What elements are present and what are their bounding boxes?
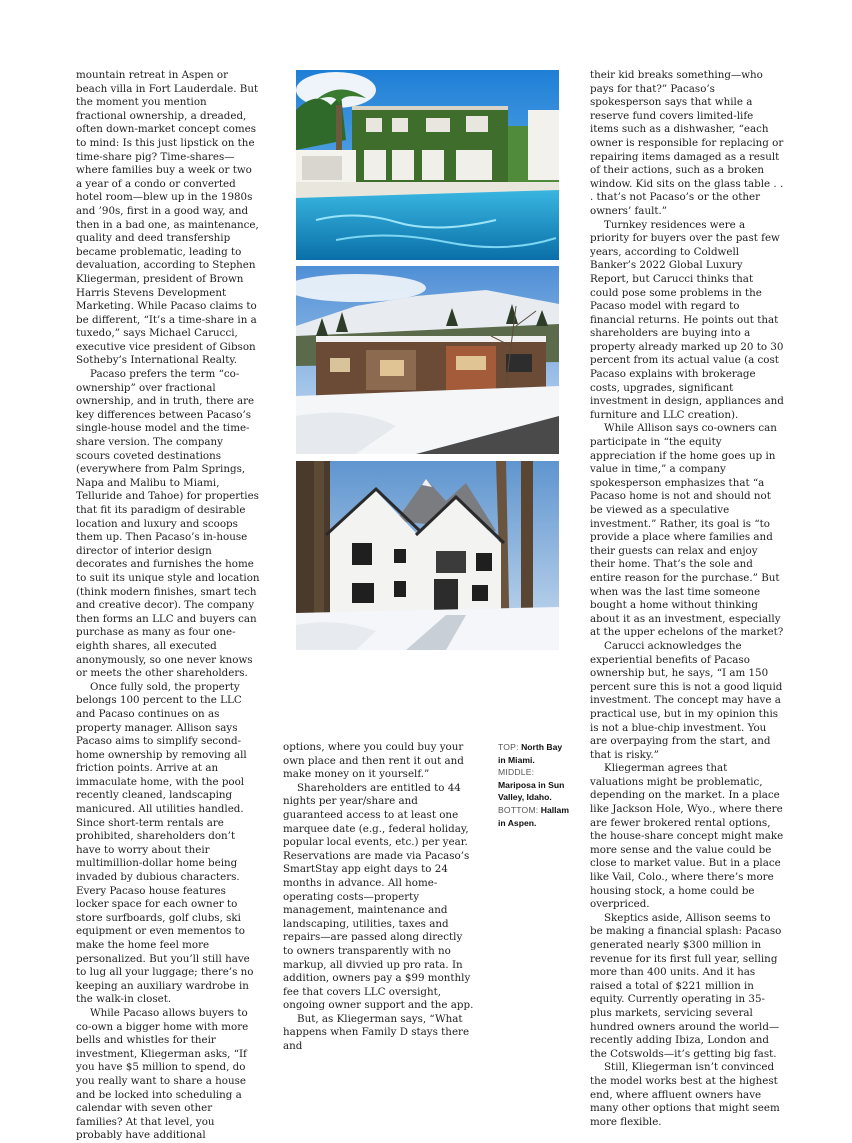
- article-column-1: [76, 69, 260, 1143]
- paragraph: Kliegerman agrees that valuations might be problematic, depending on the market. In a place like Jackson Hole, Wyo., where there are fewer brokered rental options, the house-share concept might make more sense and the value could be close to market value. But in a place like Vail, Colo., where there’s more housing stock, a home could be overpriced.: [590, 762, 784, 911]
- article-column-3: [590, 69, 784, 1129]
- paragraph: options, where you could buy your own place and then rent it out and make money on it yourself.”: [283, 741, 464, 781]
- photo-hallam-aspen: [296, 461, 559, 650]
- paragraph: But, as Kliegerman says, “What happens when Family D stays there and: [283, 1012, 470, 1053]
- paragraph: Skeptics aside, Allison seems to be making a financial splash: Pacaso generated nearly $300 million in revenue for its first full year, selling more than 400 units. And it has raised a total of $221 million in equity. Currently operating in 35-plus markets, servicing several hundred owners around the world—recently adding Ibiza, London and the Cotswolds—it’s getting big fast.: [590, 911, 782, 1060]
- paragraph: While Allison says co-owners can participate in “the equity appreciation if the home goes up in value in time,” a company spokesperson emphasizes that “a Pacaso home is not and should not be viewed as a speculative investment.” Rather, its goal is “to provide a place where families and their guests can relax and enjoy their home. That’s the sole and entire reason for the purchase.” But when was the last time someone bought a home without thinking about it as an investment, especially at the upper echelons of the market?: [590, 422, 784, 639]
- paragraph: mountain retreat in Aspen or beach villa in Fort Lauderdale. But the moment you mention fractional ownership, a dreaded, often down-market concept comes to mind: Is this just lipstick on the time-share pig? Time-shares—where families buy a week or two a year of a condo or converted hotel room—blew up in the 1980s and ’90s, first in a good way, and then in a bad one, as maintenance, quality and deed transfership became problematic, leading to devaluation, according to Stephen Kliegerman, president of Brown Harris Stevens Development Marketing. While Pacaso claims to be different, “It’s a time-share in a tuxedo,” says Michael Carucci, executive vice president of Gibson Sotheby’s International Realty.: [76, 69, 259, 367]
- paragraph: Turnkey residences were a priority for buyers over the past few years, according to Coldwell Banker’s 2022 Global Luxury Report, but Carucci thinks that could pose some problems in the Pacaso model with regard to financial returns. He points out that shareholders are buying into a property already marked up 20 to 30 percent from its actual value (a cost Pacaso explains with brokerage costs, upgrades, significant investment in design, appliances and furniture and LLC creation).: [590, 218, 784, 421]
- paragraph: Shareholders are entitled to 44 nights per year/share and guaranteed access to at least one marquee date (e.g., federal holiday, popular local events, etc.) per year. Reservations are made via Pacaso’s SmartStay app eight days to 24 months in advance. All home-operating costs—property management, maintenance and landscaping, utilities, taxes and repairs—are passed along directly to owners transparently with no markup, all divvied up pro rata. In addition, owners pay a $99 monthly fee that covers LLC oversight, ongoing owner support and the app.: [283, 781, 474, 1012]
- paragraph: Pacaso prefers the term “co-ownership” over fractional ownership, and in truth, there are key differences between Pacaso’s single-house model and the time-share version. The company scours coveted destinations (everywhere from Palm Springs, Napa and Malibu to Miami, Telluride and Tahoe) for properties that fit its paradigm of desirable location and luxury and scoops them up. Then Pacaso’s in-house director of interior design decorates and furnishes the home to suit its unique style and location (think modern finishes, smart tech and creative decor). The company then forms an LLC and buyers can purchase as many as four one-eighth shares, all executed anonymously, so one never knows or meets the other shareholders.: [76, 368, 260, 680]
- caption-middle-text: Mariposa in Sun Valley, Idaho.: [498, 779, 565, 803]
- photo-caption: [498, 741, 570, 829]
- paragraph: their kid breaks something—who pays for that?” Pacaso’s spokesperson says that while a reserve fund covers limited-life items such as a dishwasher, “each owner is responsible for replacing or repairing items damaged as a result of their actions, such as a broken window. Kid sits on the glass table . . . that’s not Pacaso’s or the other owners’ fault.”: [590, 69, 784, 217]
- paragraph: Still, Kliegerman isn’t convinced the model works best at the highest end, where affluent owners have many other options that might seem more flexible.: [590, 1061, 780, 1128]
- photo-mariposa-sun-valley: [296, 266, 559, 454]
- caption-top-label: TOP:: [498, 742, 519, 752]
- caption-middle-label: MIDDLE:: [498, 767, 535, 778]
- paragraph: While Pacaso allows buyers to co-own a bigger home with more bells and whistles for their investment, Kliegerman asks, “If you have $5 million to spend, do you really want to share a house and be locked into scheduling a calendar with seven other families? At that level, you probably have additional: [76, 1006, 249, 1142]
- paragraph: Carucci acknowledges the experiential benefits of Pacaso ownership but, he says, “I am 150 percent sure this is not a good liquid investment. The concept may have a practical use, but in my opinion this is not a blue-chip investment. You are overpaying from the start, and that is risky.”: [590, 639, 783, 761]
- caption-bottom-text: Hallam in Aspen.: [498, 804, 569, 828]
- article-column-2: [283, 741, 475, 1054]
- caption-bottom-label: BOTTOM:: [498, 804, 539, 815]
- caption-top-text: North Bay in Miami.: [498, 742, 563, 765]
- paragraph: Once fully sold, the property belongs 100 percent to the LLC and Pacaso continues on as property manager. Allison says Pacaso aims to simplify second-home ownership by removing all friction points. Arrive at an immaculate home, with the pool recently cleaned, landscaping manicured. All utilities handled. Since short-term rentals are prohibited, shareholders don’t have to worry about their multimillion-dollar home being invaded by dubious characters. Every Pacaso house features locker space for each owner to store surfboards, golf clubs, ski equipment or even mementos to make the home feel more personalized. But you’ll still have to lug all your luggage; there’s no keeping an auxiliary wardrobe in the walk-in closet.: [76, 680, 254, 1006]
- photo-north-bay-miami: [296, 70, 559, 260]
